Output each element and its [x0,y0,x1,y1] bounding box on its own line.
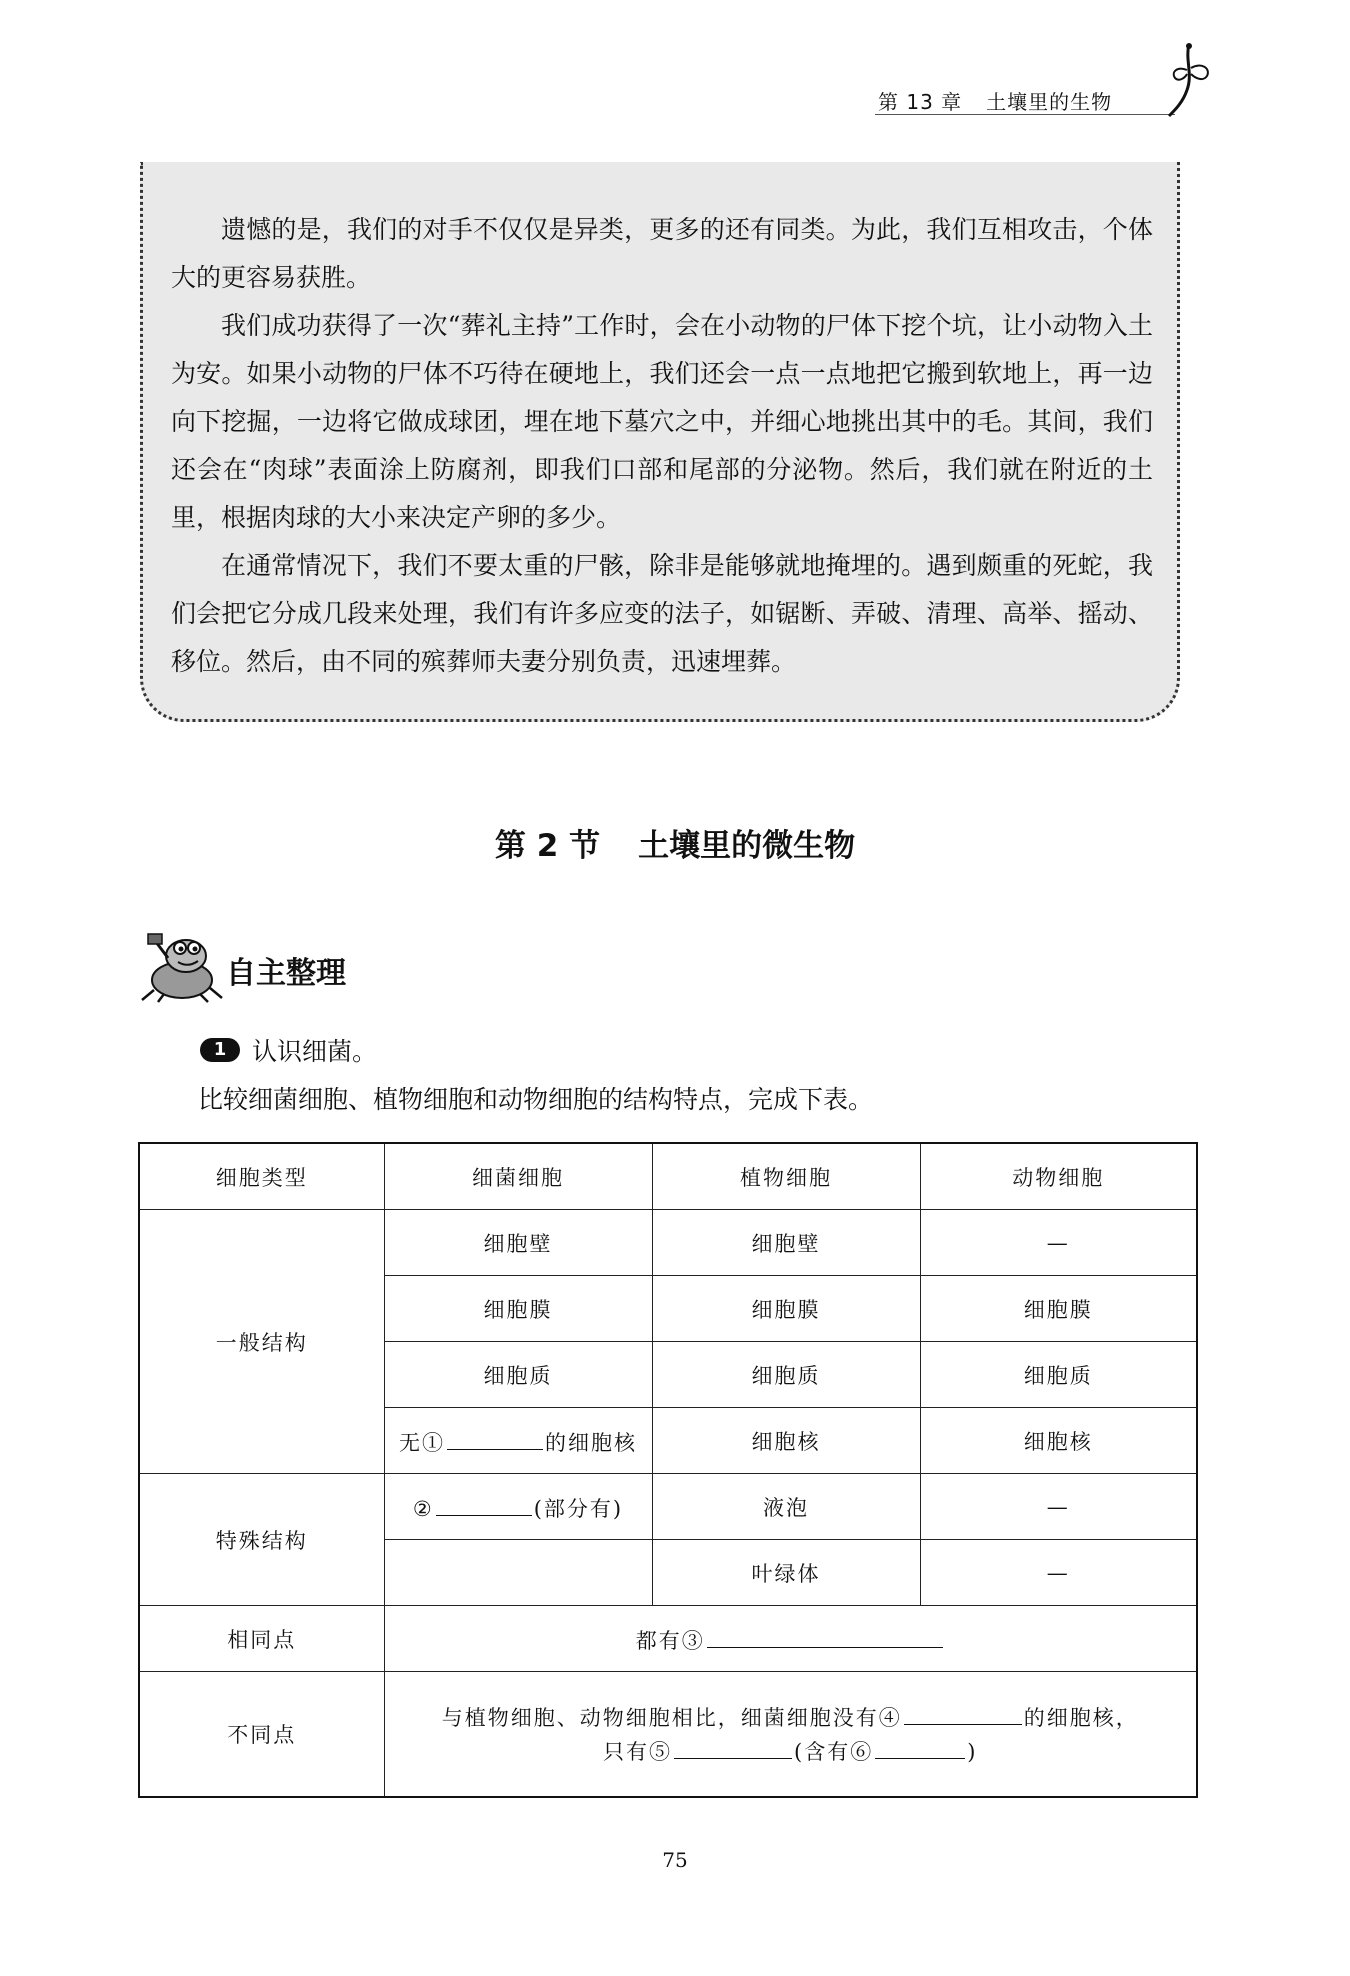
blank-6[interactable] [875,1734,965,1759]
ornament-icon [1165,40,1217,120]
table-cell: — [920,1540,1197,1606]
table-header-row [139,1143,1197,1210]
blank-2-suffix: (部分有) [533,1496,624,1521]
table-row [139,1672,1197,1798]
cell-comparison-table [138,1142,1198,1798]
reading-paragraph: 我们成功获得了一次“葬礼主持”工作时，会在小动物的尸体下挖个坑，让小动物入土为安。如果小动物的尸体不巧待在硬地上，我们还会一点一点地把它搬到软地上，再一边向下挖掘，一边将它做成球团，埋在地下墓穴之中，并细心地挑出其中的毛。其间，我们还会在“肉球”表面涂上防腐剂，即我们口部和尾部的分泌物。然后，我们就在附近的土里，根据肉球的大小来决定产卵的多少。 [171,311,1153,532]
diff-line-1-suffix: 的细胞核， [1023,1706,1139,1730]
reading-box [140,162,1180,722]
table-cell: 细胞壁 [652,1210,920,1276]
table-cell [384,1540,652,1606]
table-row [139,1606,1197,1672]
question-1 [200,1032,377,1068]
table-cell: 叶绿体 [652,1540,920,1606]
blank-2-prefix: ② [412,1496,434,1521]
reading-paragraph: 遗憾的是，我们的对手不仅仅是异类，更多的还有同类。为此，我们互相攻击，个体大的更容易获胜。 [171,215,1153,292]
same-point-label: 相同点 [139,1606,384,1672]
table-row [139,1210,1197,1276]
header-text [878,86,1112,115]
table-cell [384,1474,652,1540]
blank-3-prefix: 都有③ [635,1628,705,1653]
blank-4[interactable] [904,1700,1022,1725]
table-cell: — [920,1474,1197,1540]
section-name: 土壤里的微生物 [638,828,856,864]
table-cell: 细胞膜 [384,1276,652,1342]
frog-mascot-icon [138,928,226,1004]
table-row [139,1474,1197,1540]
blank-1[interactable] [447,1425,543,1450]
section-title [0,820,1350,865]
question-number-badge: 1 [200,1038,240,1062]
blank-5[interactable] [674,1734,792,1759]
reading-paragraph: 在通常情况下，我们不要太重的尸骸，除非是能够就地掩埋的。遇到颇重的死蛇，我们会把它分成几段来处理，我们有许多应变的法子，如锯断、弄破、清理、高举、摇动、移位。然后，由不同的殡葬师夫妻分别负责，迅速埋葬。 [171,551,1153,676]
difference-line-2 [391,1734,1191,1768]
difference-line-1 [391,1700,1191,1734]
section-number: 第 2 节 [494,828,601,864]
diff-line-2-suffix: ) [967,1740,978,1764]
chapter-number: 第 13 章 [878,90,963,114]
page-number: 75 [662,1848,688,1872]
table-cell: 细胞核 [920,1408,1197,1474]
table-cell [384,1672,1197,1798]
table-cell: 细胞质 [920,1342,1197,1408]
table-header-cell: 植物细胞 [652,1143,920,1210]
table-header-cell: 动物细胞 [920,1143,1197,1210]
table-cell [384,1408,652,1474]
general-structure-label: 一般结构 [139,1210,384,1474]
table-cell: 液泡 [652,1474,920,1540]
table-cell: 细胞膜 [652,1276,920,1342]
difference-label: 不同点 [139,1672,384,1798]
diff-line-2-prefix: 只有⑤ [603,1740,673,1764]
question-instruction: 比较细菌细胞、植物细胞和动物细胞的结构特点，完成下表。 [198,1085,874,1114]
table-cell [384,1606,1197,1672]
blank-2[interactable] [436,1491,532,1516]
table-cell: 细胞质 [384,1342,652,1408]
table-cell: 细胞质 [652,1342,920,1408]
table-cell: 细胞壁 [384,1210,652,1276]
table-header-cell: 细胞类型 [139,1143,384,1210]
table-header-cell: 细菌细胞 [384,1143,652,1210]
blank-1-prefix: 无① [399,1430,445,1455]
reading-text [171,206,1153,686]
diff-line-1-prefix: 与植物细胞、动物细胞相比，细菌细胞没有④ [441,1706,902,1730]
table-cell: 细胞核 [652,1408,920,1474]
question-title: 认识细菌。 [252,1037,378,1066]
header-rule [875,114,1175,115]
table-cell: 细胞膜 [920,1276,1197,1342]
chapter-title: 土壤里的生物 [986,90,1113,114]
section-heading: 自主整理 [226,956,346,991]
special-structure-label: 特殊结构 [139,1474,384,1606]
diff-line-2-mid: (含有⑥ [794,1740,874,1764]
table-cell: — [920,1210,1197,1276]
blank-1-suffix: 的细胞核 [545,1430,637,1455]
blank-3[interactable] [707,1623,943,1648]
page-header [120,86,1190,116]
